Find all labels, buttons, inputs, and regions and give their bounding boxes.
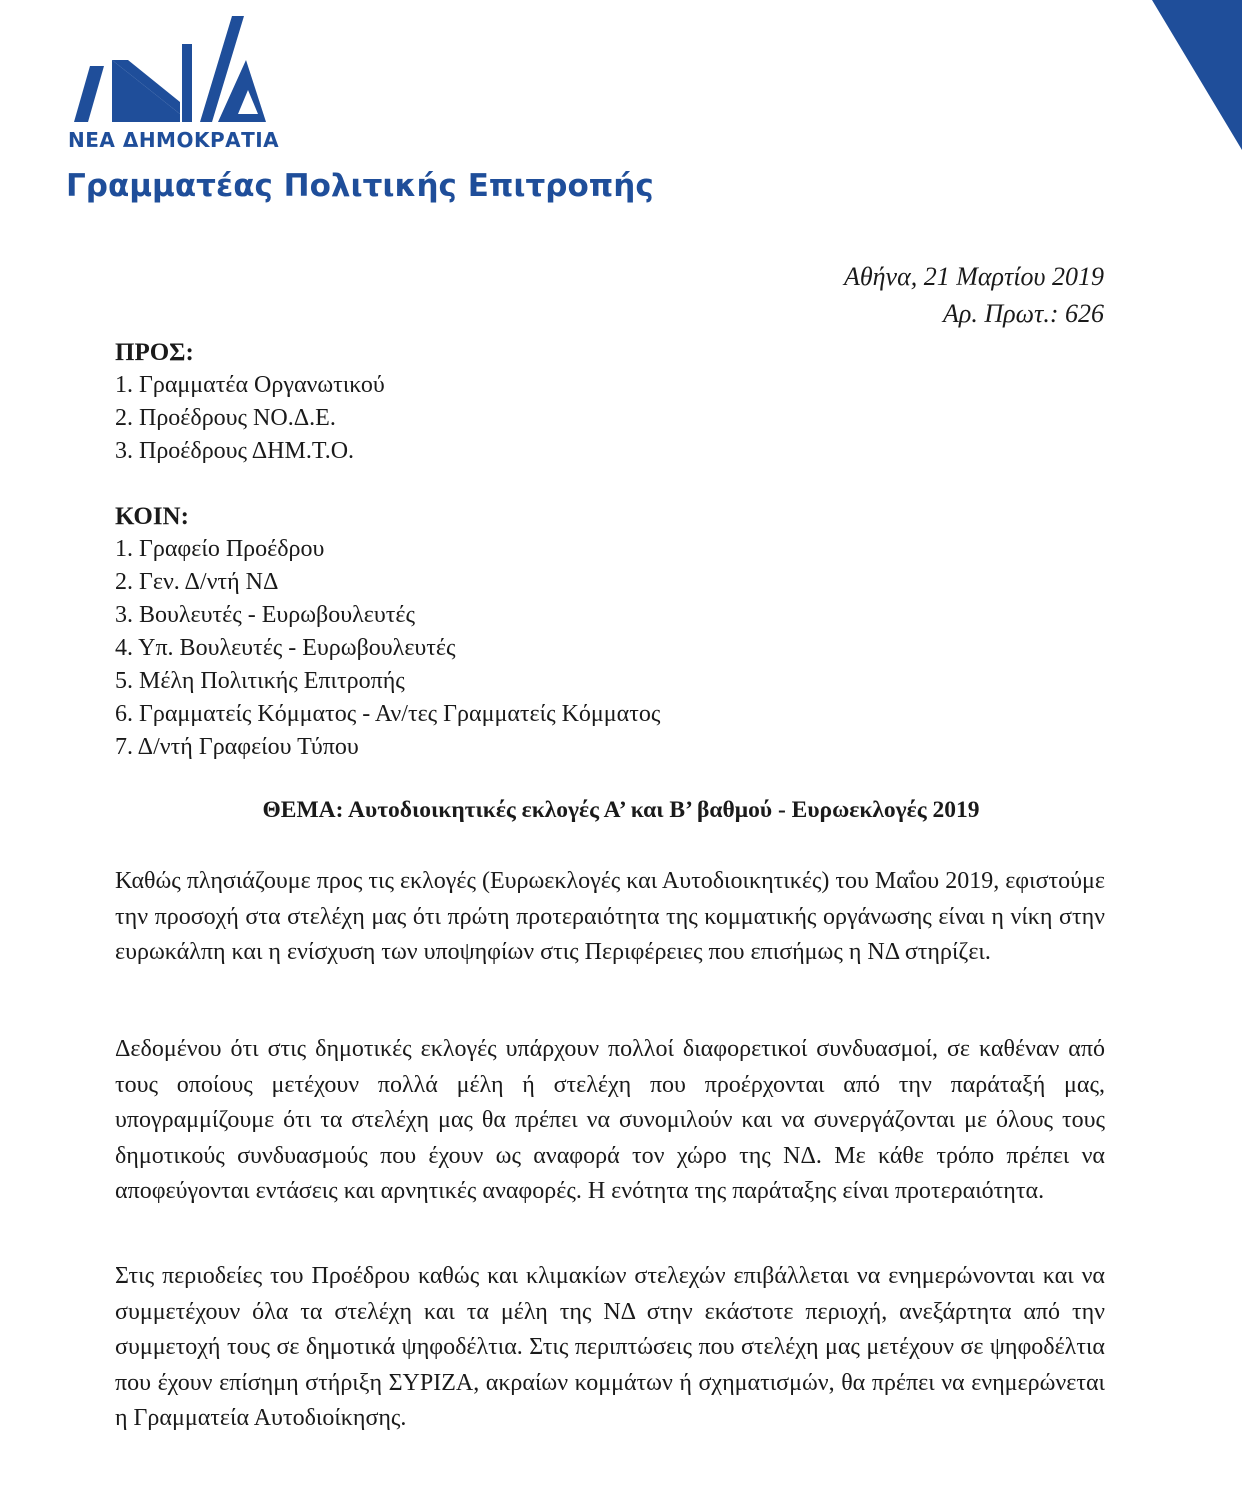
recipients-cc <box>115 500 660 764</box>
body-paragraph-3: Στις περιοδείες του Προέδρου καθώς και κλιμακίων στελεχών επιβάλλεται να ενημερώνονται και να συμμετέχουν όλα τα στελέχη και τα μέλη της ΝΔ στην εκάστοτε περιοχή, ανεξάρτητα από την συμμετοχή τους σε δημοτικά ψηφοδέλτια. Στις περιπτώσεις που στελέχη μας μετέχουν σε ψηφοδέλτια που έχουν επίσημη στήριξη ΣΥΡΙΖΑ, ακραίων κομμάτων ή σχηματισμών, θα πρέπει να ενημερώνεται η Γραμματεία Αυτοδιοίκησης. <box>115 1263 1105 1431</box>
corner-decoration <box>1152 0 1242 150</box>
list-item: 1. Γραμματέα Οργανωτικού <box>115 372 385 398</box>
date-block <box>844 258 1104 332</box>
list-item: 5. Μέλη Πολιτικής Επιτροπής <box>115 668 405 694</box>
body-paragraph-2: Δεδομένου ότι στις δημοτικές εκλογές υπάρχουν πολλοί διαφορετικοί συνδυασμοί, σε καθέναν από τους οποίους μετέχουν πολλά μέλη ή στελέχη που προέρχονται από την παράταξή μας, υπογραμμίζουμε ότι τα στελέχη μας θα πρέπει να συνομιλούν και να συνεργάζονται με όλους τους δημοτικούς συνδυασμούς που έχουν ως αναφορά τον χώρο της ΝΔ. Με κάθε τρόπο πρέπει να αποφεύγονται εντάσεις και αρνητικές αναφορές. Η ενότητα της παράταξης είναι προτεραιότητα. <box>115 1036 1105 1204</box>
document-date: Αθήνα, 21 Μαρτίου 2019 <box>844 262 1104 291</box>
subject-line: ΘΕΜΑ: Αυτοδιοικητικές εκλογές Α’ και Β’ βαθμού - Ευρωεκλογές 2019 <box>262 797 980 823</box>
department-title: Γραμματέας Πολιτικής Επιτροπής <box>66 168 654 204</box>
list-item: 2. Προέδρους ΝΟ.Δ.Ε. <box>115 405 336 431</box>
protocol-number: Αρ. Πρωτ.: 626 <box>943 299 1104 328</box>
recipients-to-heading: ΠΡΟΣ: <box>115 339 194 366</box>
body-paragraph-1: Καθώς πλησιάζουμε προς τις εκλογές (Ευρωεκλογές και Αυτοδιοικητικές) του Μαΐου 2019, εφιστούμε την προσοχή στα στελέχη μας ότι πρώτη προτεραιότητα της κομματικής οργάνωσης είναι η νίκη στην ευρωκάλπη και η ενίσχυση των υποψηφίων στις Περιφέρειες που επισήμως η ΝΔ στηρίζει. <box>115 868 1105 965</box>
nd-logo <box>68 14 268 126</box>
list-item: 7. Δ/ντή Γραφείου Τύπου <box>115 734 359 760</box>
recipients-cc-heading: ΚΟΙΝ: <box>115 503 189 530</box>
org-name: ΝΕΑ ΔΗΜΟΚΡΑΤΙΑ <box>68 128 280 152</box>
recipients-cc-list <box>115 533 660 764</box>
recipients-to-list <box>115 369 385 468</box>
recipients-to <box>115 336 385 468</box>
list-item: 6. Γραμματείς Κόμματος - Αν/τες Γραμματείς Κόμματος <box>115 701 661 727</box>
list-item: 1. Γραφείο Προέδρου <box>115 536 325 562</box>
list-item: 4. Υπ. Βουλευτές - Ευρωβουλευτές <box>115 635 456 661</box>
list-item: 3. Βουλευτές - Ευρωβουλευτές <box>115 602 415 628</box>
list-item: 3. Προέδρους ΔΗΜ.Τ.Ο. <box>115 438 355 464</box>
list-item: 2. Γεν. Δ/ντή ΝΔ <box>115 569 279 595</box>
